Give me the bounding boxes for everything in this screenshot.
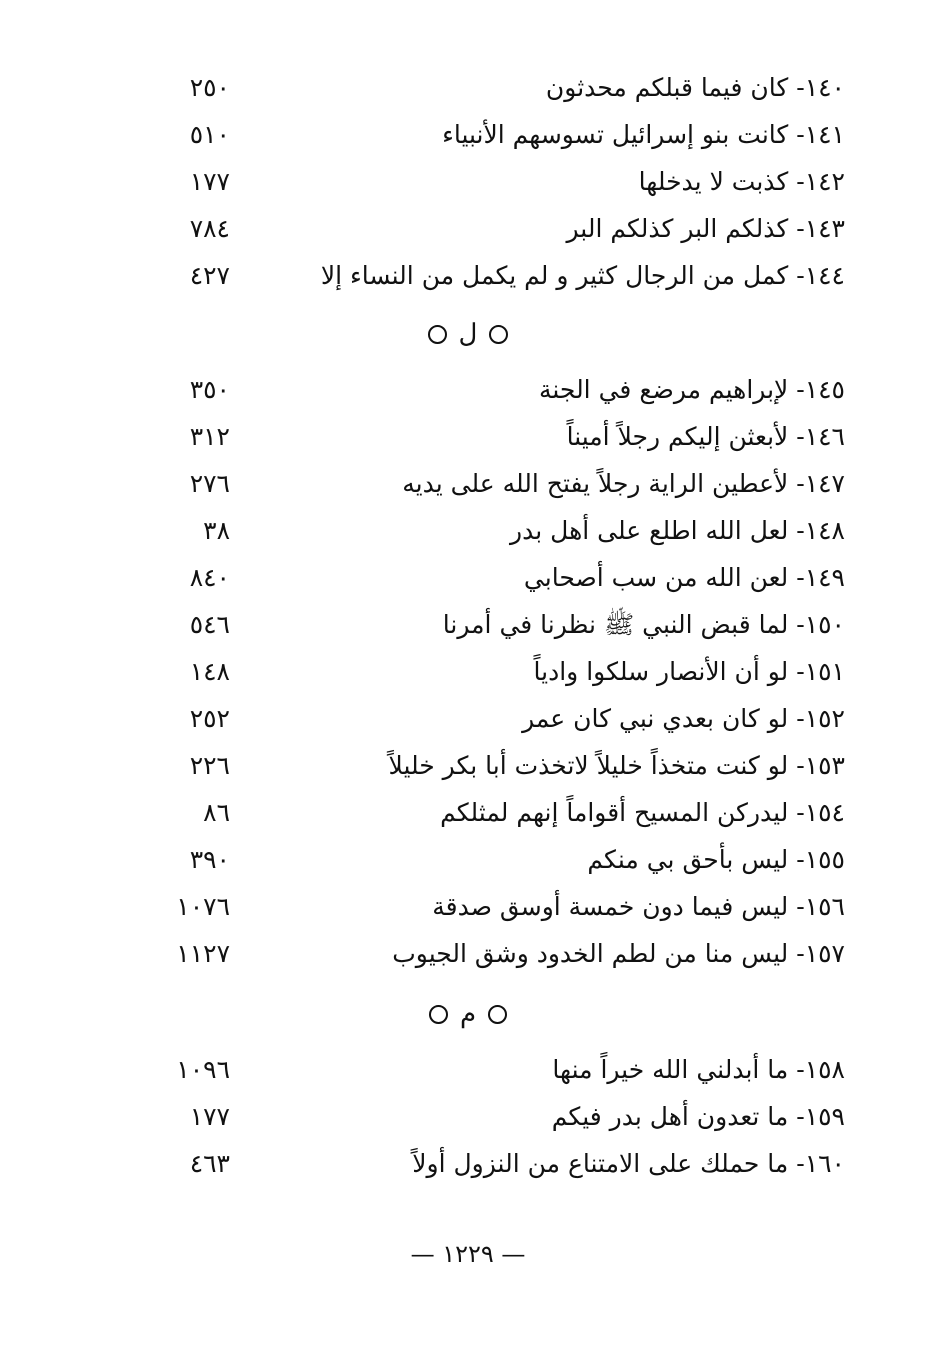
index-entry	[140, 256, 845, 296]
index-entry	[140, 887, 845, 927]
entry-title: ١٥٤- ليدركن المسيح أقواماً إنهم لمثلكم	[440, 798, 845, 827]
section-heading	[0, 994, 936, 1034]
index-entry	[140, 464, 845, 504]
entry-ref: ٣٨	[203, 516, 230, 545]
index-entry	[140, 370, 845, 410]
entry-ref: ٢٢٦	[189, 751, 230, 780]
index-entry	[140, 1097, 845, 1137]
entry-ref: ١١٢٧	[176, 939, 230, 968]
entry-title: ١٤٤- كمل من الرجال كثير و لم يكمل من النساء إلا	[320, 261, 845, 290]
entry-ref: ٨٦	[203, 798, 230, 827]
entry-ref: ٤٦٣	[189, 1149, 230, 1178]
entry-title: ١٥٩- ما تعدون أهل بدر فيكم	[551, 1102, 845, 1131]
index-entry	[140, 793, 845, 833]
entry-ref: ٢٥٠	[189, 73, 230, 102]
entry-ref: ١٧٧	[189, 1102, 230, 1131]
entry-title: ١٤١- كانت بنو إسرائيل تسوسهم الأنبياء	[442, 120, 845, 149]
circle-icon	[429, 1005, 448, 1024]
index-entry	[140, 162, 845, 202]
index-entry	[140, 511, 845, 551]
circle-icon	[428, 325, 447, 344]
entry-title: ١٦٠- ما حملك على الامتناع من النزول أولاً	[412, 1149, 845, 1178]
entry-ref: ١٠٩٦	[176, 1055, 230, 1084]
index-entry	[140, 115, 845, 155]
index-entry	[140, 68, 845, 108]
entry-title: ١٥٨- ما أبدلني الله خيراً منها	[552, 1055, 845, 1084]
entry-title: ١٤٩- لعن الله من سب أصحابي	[523, 563, 845, 592]
section-letter: ل	[458, 319, 478, 349]
entry-title: ١٥٦- ليس فيما دون خمسة أوسق صدقة	[432, 892, 845, 921]
section-letter: م	[459, 999, 477, 1029]
section-heading	[0, 314, 936, 354]
entry-title: ١٥٣- لو كنت متخذاً خليلاً لاتخذت أبا بكر خليلاً	[388, 751, 845, 780]
entry-title: ١٥٠- لما قبض النبي ﷺ نظرنا في أمرنا	[442, 610, 845, 639]
entry-title: ١٤٧- لأعطين الراية رجلاً يفتح الله على يديه	[402, 469, 845, 498]
index-entry	[140, 746, 845, 786]
page-number: — ١٢٢٩ —	[410, 1240, 526, 1268]
index-entry	[140, 605, 845, 645]
index-entry	[140, 840, 845, 880]
entry-title: ١٤٨- لعل الله اطلع على أهل بدر	[510, 516, 845, 545]
circle-icon	[489, 325, 508, 344]
entry-ref: ٢٧٦	[189, 469, 230, 498]
entry-ref: ١٧٧	[189, 167, 230, 196]
entry-ref: ٣٩٠	[189, 845, 230, 874]
entry-ref: ٣٥٠	[189, 375, 230, 404]
entry-ref: ٥٤٦	[189, 610, 230, 639]
entry-title: ١٥٧- ليس منا من لطم الخدود وشق الجيوب	[392, 939, 845, 968]
entry-ref: ١٤٨	[189, 657, 230, 686]
entry-ref: ٤٢٧	[189, 261, 230, 290]
index-entry	[140, 417, 845, 457]
entry-ref: ٣١٢	[189, 422, 230, 451]
entry-title: ١٤٣- كذلكم البر كذلكم البر	[566, 214, 845, 243]
entry-title: ١٥٥- ليس بأحق بي منكم	[587, 845, 845, 874]
index-entry	[140, 699, 845, 739]
entry-ref: ٧٨٤	[189, 214, 230, 243]
entry-title: ١٤٢- كذبت لا يدخلها	[638, 167, 845, 196]
entry-title: ١٤٦- لأبعثن إليكم رجلاً أميناً	[566, 422, 845, 451]
circle-icon	[488, 1005, 507, 1024]
index-entry	[140, 1050, 845, 1090]
entry-title: ١٤٥- لإبراهيم مرضع في الجنة	[538, 375, 845, 404]
entry-ref: ٢٥٢	[189, 704, 230, 733]
entry-ref: ٨٤٠	[189, 563, 230, 592]
index-entry	[140, 209, 845, 249]
index-entry	[140, 652, 845, 692]
index-entry	[140, 934, 845, 974]
entry-ref: ١٠٧٦	[176, 892, 230, 921]
entry-title: ١٥٢- لو كان بعدي نبي كان عمر	[522, 704, 845, 733]
index-entry	[140, 558, 845, 598]
entry-title: ١٤٠- كان فيما قبلكم محدثون	[545, 73, 845, 102]
entry-title: ١٥١- لو أن الأنصار سلكوا وادياً	[533, 657, 845, 686]
entry-ref: ٥١٠	[189, 120, 230, 149]
index-entry	[140, 1144, 845, 1184]
